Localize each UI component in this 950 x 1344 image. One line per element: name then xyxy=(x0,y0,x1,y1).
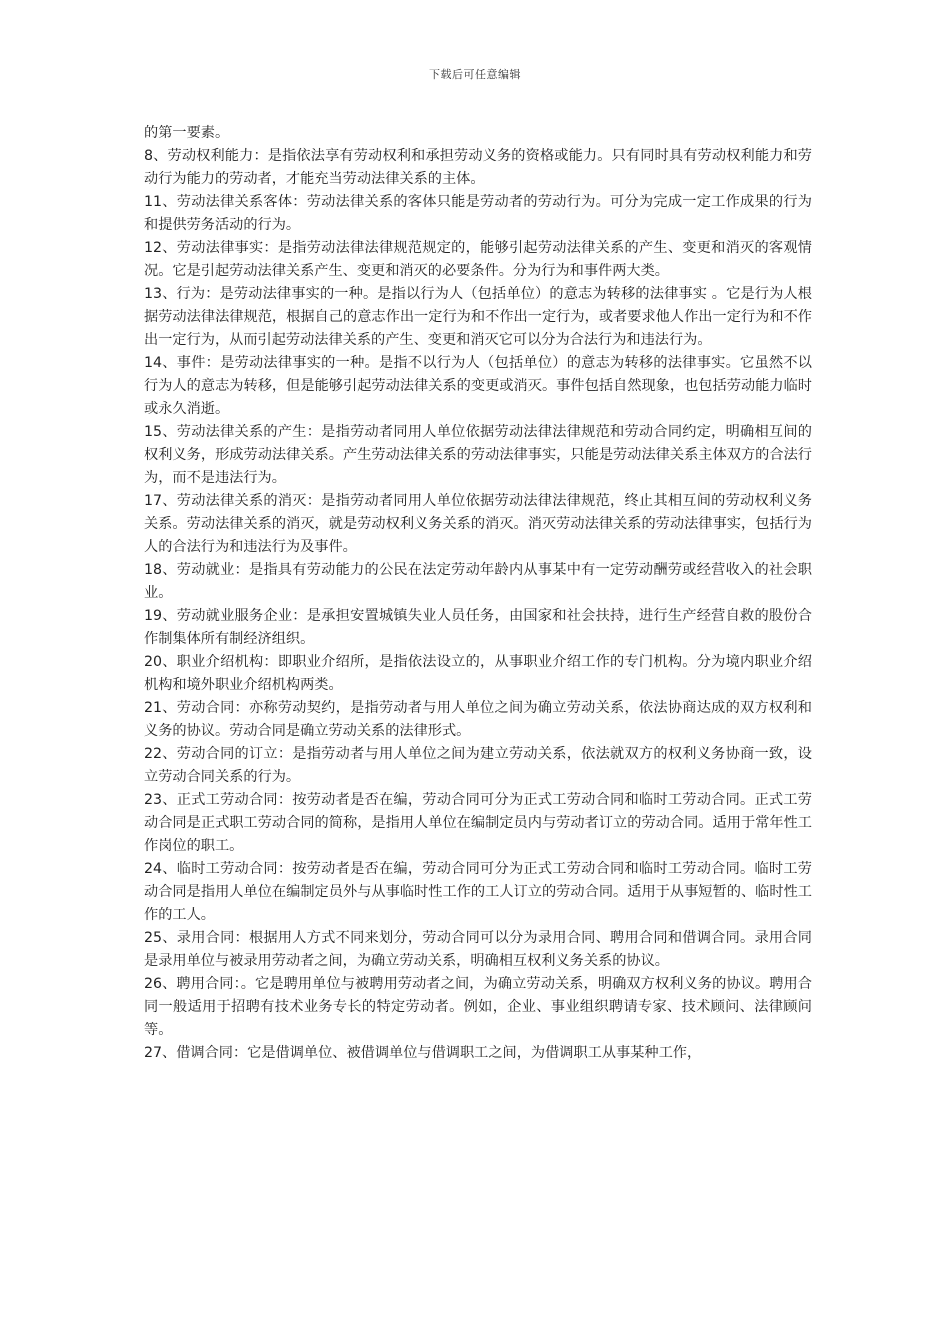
paragraph-item-14: 14、事件：是劳动法律事实的一种。是指不以行为人（包括单位）的意志为转移的法律事实。它虽然不以行为人的意志为转移，但是能够引起劳动法律关系的变更或消灭。事件包括自然现象，也包括劳动能力临时或永久消逝。 xyxy=(144,355,812,417)
paragraph-item-11: 11、劳动法律关系客体：劳动法律关系的客体只能是劳动者的劳动行为。可分为完成一定工作成果的行为和提供劳务活动的行为。 xyxy=(144,194,812,233)
paragraph-item-15: 15、劳动法律关系的产生：是指劳动者同用人单位依据劳动法律法律规范和劳动合同约定，明确相互间的权利义务，形成劳动法律关系。产生劳动法律关系的劳动法律事实，只能是劳动法律关系主体双方的合法行为，而不是违法行为。 xyxy=(144,424,812,486)
paragraph-item-26: 26、聘用合同：。它是聘用单位与被聘用劳动者之间，为确立劳动关系，明确双方权利义务的协议。聘用合同一般适用于招聘有技术业务专长的特定劳动者。例如，企业、事业组织聘请专家、技术顾问、法律顾问等。 xyxy=(144,976,812,1038)
paragraph-item-12: 12、劳动法律事实：是指劳动法律法律规范规定的，能够引起劳动法律关系的产生、变更和消灭的客观情况。它是引起劳动法律关系产生、变更和消灭的必要条件。分为行为和事件两大类。 xyxy=(144,240,812,279)
paragraph-continuation: 的第一要素。 xyxy=(144,125,230,141)
paragraph-item-20: 20、职业介绍机构：即职业介绍所，是指依法设立的，从事职业介绍工作的专门机构。分为境内职业介绍机构和境外职业介绍机构两类。 xyxy=(144,654,812,693)
paragraph-item-23: 23、正式工劳动合同：按劳动者是否在编，劳动合同可分为正式工劳动合同和临时工劳动合同。正式工劳动合同是正式职工劳动合同的简称，是指用人单位在编制定员内与劳动者订立的劳动合同。适用于常年性工作岗位的职工。 xyxy=(144,792,812,854)
paragraph-item-24: 24、临时工劳动合同：按劳动者是否在编，劳动合同可分为正式工劳动合同和临时工劳动合同。临时工劳动合同是指用人单位在编制定员外与从事临时性工作的工人订立的劳动合同。适用于从事短暂的、临时性工作的工人。 xyxy=(144,861,812,923)
paragraph-item-22: 22、劳动合同的订立：是指劳动者与用人单位之间为建立劳动关系，依法就双方的权利义务协商一致，设立劳动合同关系的行为。 xyxy=(144,746,812,785)
paragraph-item-13: 13、行为：是劳动法律事实的一种。是指以行为人（包括单位）的意志为转移的法律事实 。它是行为人根据劳动法律法律规范，根据自己的意志作出一定行为和不作出一定行为，或者要求他人作出一定行为和不作出一定行为，从而引起劳动法律关系的产生、变更和消灭它可以分为合法行为和违法行为。 xyxy=(144,286,812,348)
page-header: 下载后可任意编辑 xyxy=(429,68,521,81)
paragraph-item-21: 21、劳动合同：亦称劳动契约，是指劳动者与用人单位之间为确立劳动关系，依法协商达成的双方权利和义务的协议。劳动合同是确立劳动关系的法律形式。 xyxy=(144,700,812,739)
paragraph-item-19: 19、劳动就业服务企业：是承担安置城镇失业人员任务，由国家和社会扶持，进行生产经营自救的股份合作制集体所有制经济组织。 xyxy=(144,608,812,647)
paragraph-item-17: 17、劳动法律关系的消灭：是指劳动者同用人单位依据劳动法律法律规范，终止其相互间的劳动权利义务关系。劳动法律关系的消灭，就是劳动权利义务关系的消灭。消灭劳动法律关系的劳动法律事实，包括行为人的合法行为和违法行为及事件。 xyxy=(144,493,812,555)
paragraph-item-8: 8、劳动权利能力：是指依法享有劳动权利和承担劳动义务的资格或能力。只有同时具有劳动权利能力和劳动行为能力的劳动者，才能充当劳动法律关系的主体。 xyxy=(144,148,812,187)
paragraph-item-25: 25、录用合同：根据用人方式不同来划分，劳动合同可以分为录用合同、聘用合同和借调合同。录用合同是录用单位与被录用劳动者之间，为确立劳动关系，明确相互权利义务关系的协议。 xyxy=(144,930,812,969)
document-body xyxy=(144,122,812,1065)
paragraph-item-27: 27、借调合同：它是借调单位、被借调单位与借调职工之间，为借调职工从事某种工作， xyxy=(144,1045,702,1061)
paragraph-item-18: 18、劳动就业：是指具有劳动能力的公民在法定劳动年龄内从事某中有一定劳动酬劳或经营收入的社会职业。 xyxy=(144,562,812,601)
